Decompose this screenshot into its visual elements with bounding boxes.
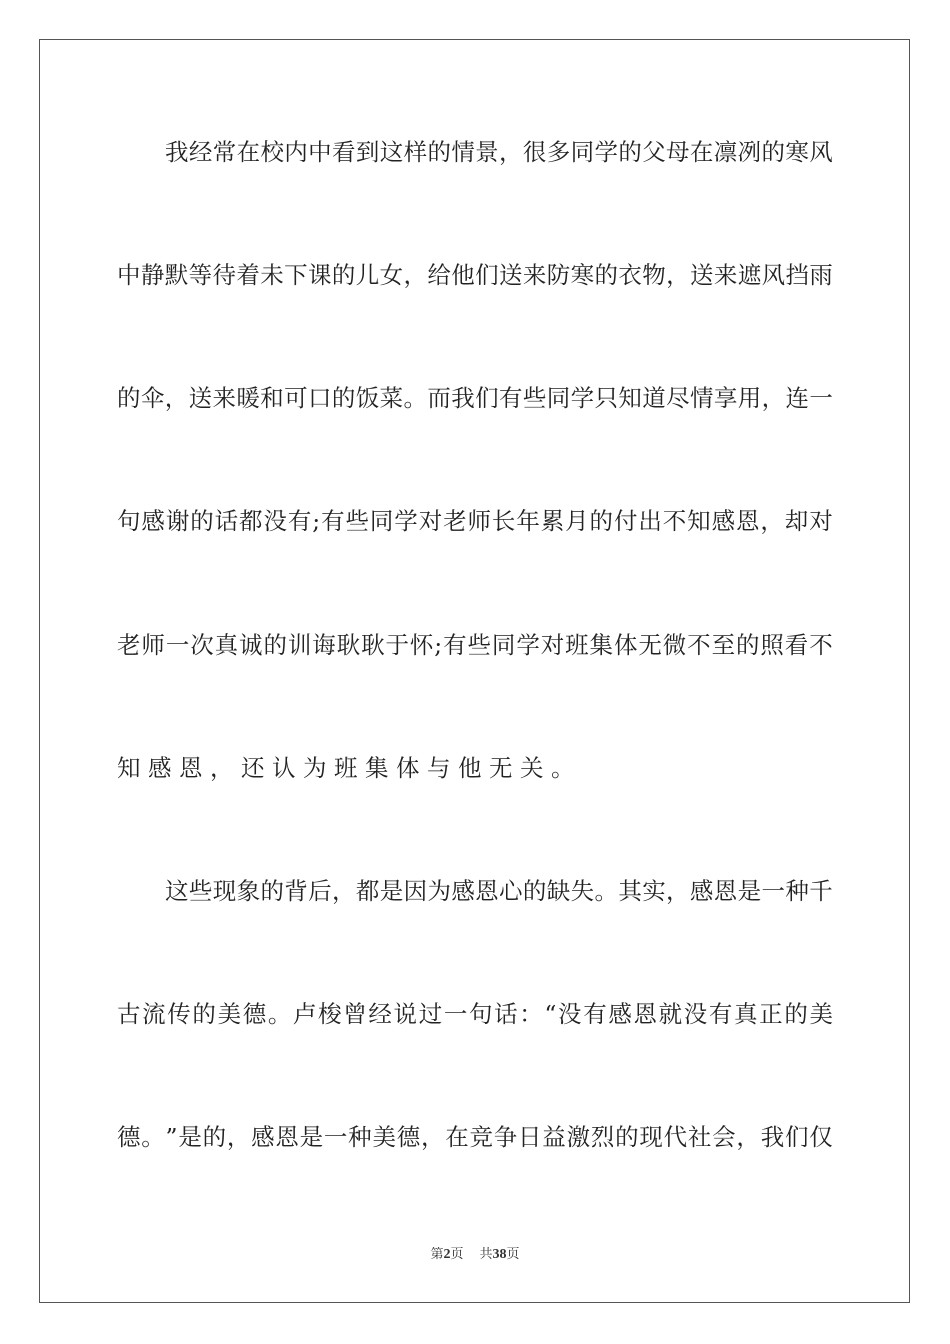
page-prefix: 第 xyxy=(430,1247,444,1262)
text-line-2: 中 静 默 等 待 着 未 下 课 的 儿 女 ， 给 他 们 送 来 防 寒 的 衣 物 ， 送 来 遮 风 挡 雨 xyxy=(117,261,833,289)
text-line-5: 老 师 一 次 真 诚 的 训 诲 耿 耿 于 怀 ; 有 些 同 学 对 班 集 体 无 微 不 至 的 照 看 不 xyxy=(117,631,833,659)
total-pages: 38 xyxy=(492,1247,507,1262)
text-line-8: 古 流 传 的 美 德 。 卢 梭 曾 经 说 过 一 句 话 ： “ 没 有 感 恩 就 没 有 真 正 的 美 xyxy=(117,1000,833,1028)
text-line-6: 知感恩，还认为班集体与他无关。 xyxy=(117,754,582,782)
text-line-1: 我 经 常 在 校 内 中 看 到 这 样 的 情 景 ， 很 多 同 学 的 父 母 在 凛 冽 的 寒 风 xyxy=(165,138,833,166)
text-line-7: 这 些 现 象 的 背 后 ， 都 是 因 为 感 恩 心 的 缺 失 。 其 实 ， 感 恩 是 一 种 千 xyxy=(165,877,833,905)
page-footer xyxy=(0,1246,950,1264)
page-number: 2 xyxy=(443,1247,451,1262)
text-line-3: 的 伞 ， 送 来 暖 和 可 口 的 饭 菜 。 而 我 们 有 些 同 学 只 知 道 尽 情 享 用 ， 连 一 xyxy=(117,384,833,412)
total-prefix: 共 xyxy=(479,1247,493,1262)
page-suffix: 页 xyxy=(450,1247,464,1262)
text-line-9: 德 。 ” 是 的 ， 感 恩 是 一 种 美 德 ， 在 竞 争 日 益 激 烈 的 现 代 社 会 ， 我 们 仅 xyxy=(117,1123,833,1151)
page-border xyxy=(39,39,910,1303)
total-suffix: 页 xyxy=(506,1247,520,1262)
text-line-4: 句 感 谢 的 话 都 没 有 ; 有 些 同 学 对 老 师 长 年 累 月 的 付 出 不 知 感 恩 ， 却 对 xyxy=(117,507,833,535)
